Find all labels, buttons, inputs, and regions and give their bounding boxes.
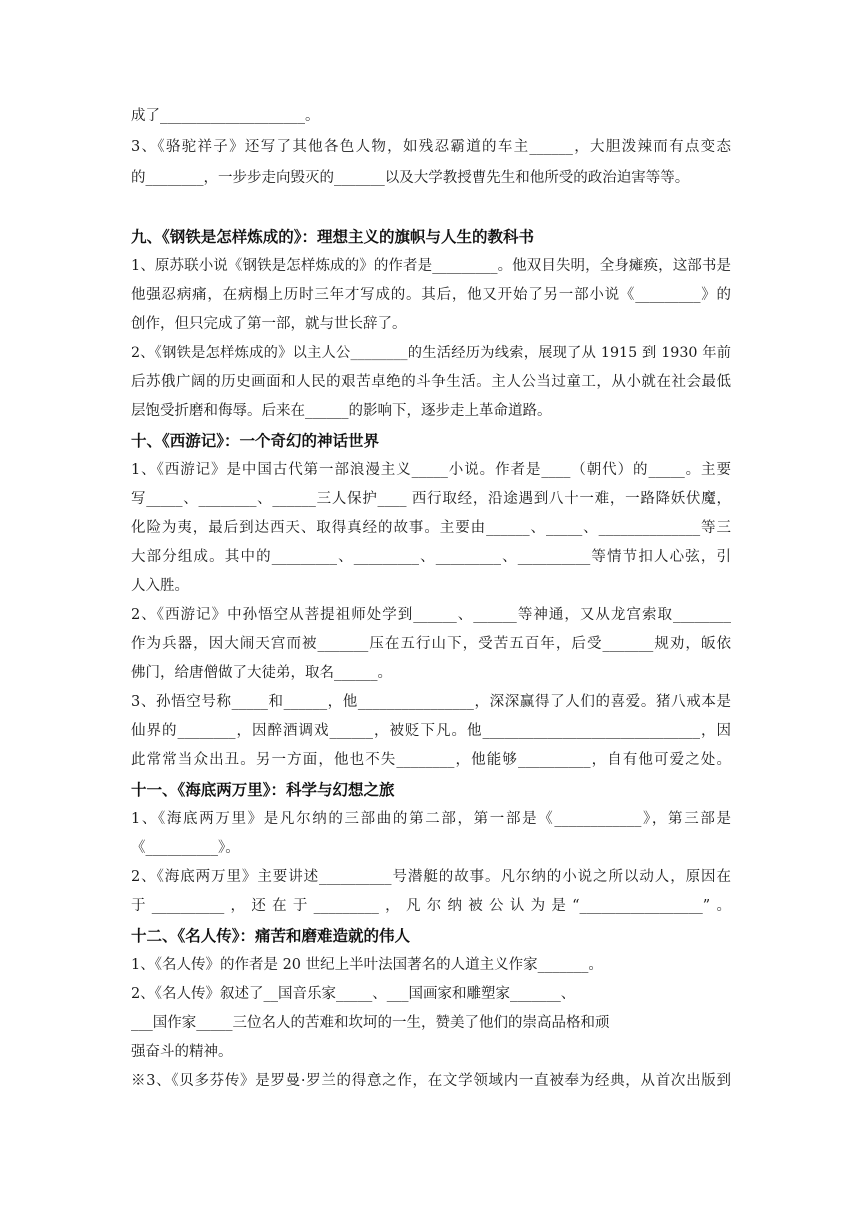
text-line: 强奋斗的精神。 <box>131 1044 233 1060</box>
text-line: 创作，但只完成了第一部，就与世长辞了。 <box>131 316 407 332</box>
text-line: 3、孙悟空号称_____和______，他________________，深深赢得了人们的喜爱。猪八戒本是 <box>131 694 731 710</box>
text-line: 1、《名人传》的作者是 20 世纪上半叶法国著名的人道主义作家_______。 <box>131 957 603 973</box>
text-line: 此常常当众出丑。另一方面，他也不失________，他能够__________，自有他可爱之处。 <box>131 752 731 768</box>
section-heading: 十、《西游记》：一个奇幻的神话世界 <box>131 432 380 450</box>
section-heading: 十二、《名人传》：痛苦和磨难造就的伟人 <box>131 927 411 945</box>
text-line: 佛门，给唐僧做了大徒弟，取名______。 <box>131 665 392 681</box>
section-heading: 十一、《海底两万里》：科学与幻想之旅 <box>131 781 395 799</box>
text-line: 《__________》。 <box>131 840 240 856</box>
text-line: 1、原苏联小说《钢铁是怎样炼成的》的作者是_________。他双目失明，全身瘫痪，这部书是 <box>131 258 731 274</box>
text-line: 3、《骆驼祥子》还写了其他各色人物，如残忍霸道的车主______，大胆泼辣而有点变态 <box>131 139 731 155</box>
text-line: 1、《西游记》是中国古代第一部浪漫主义_____小说。作者是____（朝代）的_____。主要 <box>131 462 731 478</box>
text-line: 后苏俄广阔的历史画面和人民的艰苦卓绝的斗争生活。主人公当过童工，从小就在社会最低 <box>131 374 731 390</box>
text-line: 1、《海底两万里》是凡尔纳的三部曲的第二部，第一部是《____________》，第三部是 <box>131 811 731 827</box>
text-line: ※3、《贝多芬传》是罗曼·罗兰的得意之作，在文学领域内一直被奉为经典，从首次出版到 <box>131 1073 731 1089</box>
text-line: 2、《海底两万里》主要讲述__________号潜艇的故事。凡尔纳的小说之所以动人，原因在 <box>131 869 731 885</box>
text-line: ___国作家_____三位名人的苦难和坎坷的一生，赞美了他们的崇高品格和顽 <box>131 1015 610 1031</box>
text-line: 层饱受折磨和侮辱。后来在______的影响下，逐步走上革命道路。 <box>131 403 552 419</box>
text-line: 他强忍病痛，在病榻上历时三年才写成的。其后，他又开始了另一部小说《_________》的 <box>131 287 731 303</box>
text-line: 成了____________________。 <box>131 108 320 124</box>
text-line: 作为兵器，因大闹天宫而被_______压在五行山下，受苦五百年，后受_______规劝，皈依 <box>131 636 731 652</box>
text-line: 的________，一步步走向毁灭的_______以及大学教授曹先生和他所受的政治迫害等等。 <box>131 170 690 186</box>
text-line: 2、《西游记》中孙悟空从菩提祖师处学到______、______等神通，又从龙宫索取________ <box>131 607 731 623</box>
text-line: 仙界的________，因醉酒调戏______，被贬下凡。他______________________________，因 <box>131 723 731 739</box>
text-line: 写_____、________、______三人保护____ 西行取经，沿途遇到八十一难，一路降妖伏魔， <box>131 491 731 507</box>
text-line: 化险为夷，最后到达西天、取得真经的故事。主要由______、_____、______________等三 <box>131 520 731 536</box>
text-line: 2、《钢铁是怎样炼成的》以主人公________的生活经历为线索，展现了从 1915 到 1930 年前 <box>131 345 731 361</box>
text-line: 人入胜。 <box>131 578 189 594</box>
text-line: 于__________，还在于_________，凡尔纳被公认为是“_________________”。 <box>131 898 731 914</box>
text-line: 大部分组成。其中的_________、_________、_________、__________等情节扣人心弦，引 <box>131 549 731 565</box>
text-line: 2、《名人传》叙述了__国音乐家_____、___国画家和雕塑家_______、 <box>131 986 576 1002</box>
section-heading: 九、《钢铁是怎样炼成的》：理想主义的旗帜与人生的教科书 <box>131 228 535 246</box>
